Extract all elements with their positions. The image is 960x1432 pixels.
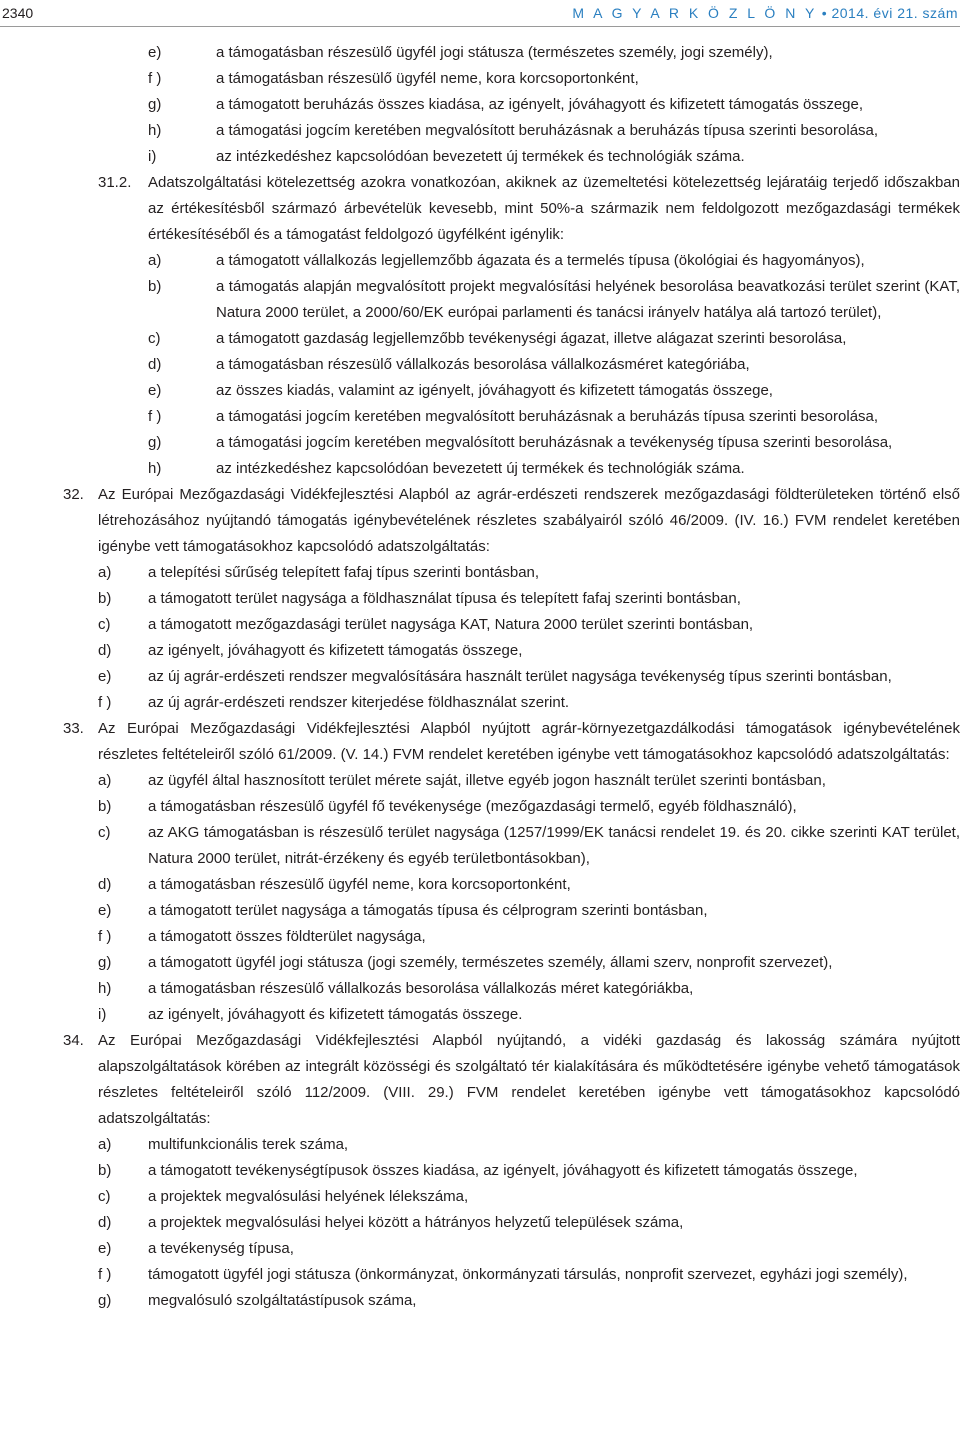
list-item-label: b) — [98, 1162, 112, 1179]
list-item-label: d) — [98, 642, 112, 659]
list-item-label: g) — [98, 954, 112, 971]
list-item-text: megvalósuló szolgáltatástípusok száma, — [148, 1292, 417, 1309]
list-item — [0, 1210, 960, 1236]
list-item-label: f ) — [98, 928, 112, 945]
list-item-label: e) — [148, 44, 162, 61]
list-item — [0, 794, 960, 820]
list-item-label: c) — [98, 824, 111, 841]
list-item — [0, 40, 960, 66]
list-item — [0, 976, 960, 1002]
list-item-text: támogatott ügyfél jogi státusza (önkormányzat, önkormányzati társulás, nonprofit szervezet, egyházi jogi személy), — [148, 1266, 908, 1283]
list-item — [0, 430, 960, 456]
list-item-label: h) — [98, 980, 112, 997]
list-item-text: az új agrár-erdészeti rendszer megvalósítására használt terület nagysága tevékenység típus szerinti bontásban, — [148, 668, 892, 685]
list-item-label: b) — [98, 590, 112, 607]
list-item-label: f ) — [148, 408, 162, 425]
paragraph-34-text: Az Európai Mezőgazdasági Vidékfejlesztési Alapból nyújtandó, a vidéki gazdaság és lakosság számára nyújtott alapszolgáltatások körében az integrált közösségi és szolgáltató tér kialakítására és működtetésére igénybe vehető támogatások részletes feltételeiről szóló 112/2009. (VIII. 29.) FVM rendelet keretében igénybe vett támogatásokhoz kapcsolódó adatszolgáltatás: — [98, 1032, 960, 1127]
list-item-text: a projektek megvalósulási helyének lélekszáma, — [148, 1188, 469, 1205]
list-item — [0, 456, 960, 482]
list-item — [0, 1158, 960, 1184]
paragraph-33 — [0, 716, 960, 768]
list-item-label: c) — [148, 330, 161, 347]
list-item-text: a támogatott tevékenységtípusok összes kiadása, az igényelt, jóváhagyott és kifizetett támogatás összege, — [148, 1162, 858, 1179]
paragraph-32 — [0, 482, 960, 560]
list-item-label: b) — [98, 798, 112, 815]
list-item-label: e) — [148, 382, 162, 399]
list-item-text: a támogatásban részesülő ügyfél jogi státusza (természetes személy, jogi személy), — [216, 44, 773, 61]
list-item-text: az intézkedéshez kapcsolódóan bevezetett új termékek és technológiák száma. — [216, 460, 745, 477]
publication-title — [572, 0, 958, 26]
issue-label: • 2014. évi 21. szám — [821, 5, 958, 21]
list-item-text: a támogatási jogcím keretében megvalósított beruházásnak a beruházás típusa szerinti besorolása, — [216, 122, 879, 139]
paragraph-number: 31.2. — [98, 174, 132, 191]
list-item — [0, 586, 960, 612]
document-body — [0, 40, 960, 1314]
list-item — [0, 768, 960, 794]
list-item-text: a támogatott ügyfél jogi státusza (jogi személy, természetes személy, állami szerv, nonprofit szervezet), — [148, 954, 833, 971]
list-item-text: a támogatott mezőgazdasági terület nagysága KAT, Natura 2000 terület szerinti bontásban, — [148, 616, 754, 633]
list-item-text: a projektek megvalósulási helyei között a hátrányos helyzetű települések száma, — [148, 1214, 684, 1231]
list-item-label: d) — [148, 356, 162, 373]
paragraph-34-label: 34. — [63, 1032, 84, 1049]
list-item-label: f ) — [98, 694, 112, 711]
list-item-label: f ) — [98, 1266, 112, 1283]
list-item-label: h) — [148, 460, 162, 477]
list-item-label: e) — [98, 1240, 112, 1257]
list-item — [0, 378, 960, 404]
list-item-text: az ügyfél által hasznosított terület mérete saját, illetve egyéb jogon használt terület szerinti bontásban, — [148, 772, 826, 789]
paragraph-33-text: Az Európai Mezőgazdasági Vidékfejlesztési Alapból nyújtott agrár-környezetgazdálkodási támogatások igénybevételének részletes feltételeiről szóló 61/2009. (V. 14.) FVM rendelet keretében igénybe vett támogatásokhoz kapcsolódó adatszolgáltatás: — [98, 720, 960, 763]
list-item — [0, 872, 960, 898]
list-item — [0, 248, 960, 274]
list-item-label: c) — [98, 1188, 111, 1205]
publication-name: M A G Y A R K Ö Z L Ö N Y — [572, 5, 818, 21]
list-item-label: i) — [98, 1006, 107, 1023]
list-item — [0, 326, 960, 352]
list-item-text: a támogatott beruházás összes kiadása, az igényelt, jóváhagyott és kifizetett támogatás összege, — [216, 96, 864, 113]
list-item-text: a támogatott terület nagysága a támogatás típusa és célprogram szerinti bontásban, — [148, 902, 708, 919]
list-item-label: i) — [148, 148, 157, 165]
list-item — [0, 118, 960, 144]
paragraph-31-2 — [0, 170, 960, 248]
list-item-text: az új agrár-erdészeti rendszer kiterjedése földhasználat szerint. — [148, 694, 570, 711]
list-item-text: a támogatás alapján megvalósított projekt megvalósítási helyének besorolása beavatkozási terület szerint (KAT, Natura 2000 terület, a 2000/60/EK európai parlamenti és tanácsi irányelv hatálya alá tartozó terület), — [216, 278, 960, 321]
list-item-label: f ) — [148, 70, 162, 87]
paragraph-32-label: 32. — [63, 486, 84, 503]
list-item-text: a telepítési sűrűség telepített fafaj típus szerinti bontásban, — [148, 564, 540, 581]
page-number: 2340 — [2, 5, 34, 21]
list-item-text: a támogatási jogcím keretében megvalósított beruházásnak a tevékenység típusa szerinti besorolása, — [216, 434, 893, 451]
list-item — [0, 924, 960, 950]
list-item-text: a támogatásban részesülő ügyfél neme, kora korcsoportonként, — [148, 876, 571, 893]
list-item-label: c) — [98, 616, 111, 633]
list-item-label: d) — [98, 1214, 112, 1231]
list-item-text: az összes kiadás, valamint az igényelt, jóváhagyott és kifizetett támogatás összege, — [216, 382, 773, 399]
list-item-text: a támogatott vállalkozás legjellemzőbb ágazata és a termelés típusa (ökológiai és hagyományos), — [216, 252, 865, 269]
list-item — [0, 1262, 960, 1288]
paragraph-33-label: 33. — [63, 720, 84, 737]
list-item-text: a támogatott gazdaság legjellemzőbb tevékenységi ágazat, illetve alágazat szerinti besorolása, — [216, 330, 847, 347]
paragraph-34 — [0, 1028, 960, 1132]
list-item — [0, 612, 960, 638]
header-rule — [0, 26, 960, 27]
list-item-text: a támogatásban részesülő vállalkozás besorolása vállalkozás méret kategóriákba, — [148, 980, 694, 997]
list-item — [0, 1236, 960, 1262]
list-item-text: a tevékenység típusa, — [148, 1240, 294, 1257]
list-item-text: az AKG támogatásban is részesülő terület nagysága (1257/1999/EK tanácsi rendelet 19. és 20. cikke szerinti KAT terület, Natura 2000 terület, nitrát-érzékeny és egyéb területbontásokban), — [148, 824, 960, 867]
list-item-label: g) — [148, 434, 162, 451]
list-item — [0, 1288, 960, 1314]
list-item — [0, 1132, 960, 1158]
list-item — [0, 898, 960, 924]
list-item — [0, 664, 960, 690]
list-item-text: az intézkedéshez kapcsolódóan bevezetett új termékek és technológiák száma. — [216, 148, 745, 165]
list-item — [0, 66, 960, 92]
list-item-text: multifunkcionális terek száma, — [148, 1136, 349, 1153]
list-item — [0, 950, 960, 976]
list-item-label: a) — [98, 772, 112, 789]
list-item — [0, 92, 960, 118]
list-item — [0, 820, 960, 872]
list-item-text: a támogatásban részesülő ügyfél fő tevékenysége (mezőgazdasági termelő, egyéb földhasználó), — [148, 798, 797, 815]
list-item-label: a) — [148, 252, 162, 269]
list-item — [0, 1184, 960, 1210]
list-item — [0, 1002, 960, 1028]
list-item — [0, 352, 960, 378]
list-item-text: a támogatott összes földterület nagysága, — [148, 928, 426, 945]
list-item-label: e) — [98, 902, 112, 919]
paragraph-32-text: Az Európai Mezőgazdasági Vidékfejlesztési Alapból az agrár-erdészeti rendszerek mezőgazdasági földterületeken történő első létrehozásához nyújtandó támogatás igénybevételének részletes szabályairól szóló 46/2009. (IV. 16.) FVM rendelet keretében igénybe vett támogatásokhoz kapcsolódó adatszolgáltatás: — [98, 486, 960, 555]
list-item — [0, 638, 960, 664]
list-item-text: a támogatott terület nagysága a földhasználat típusa és telepített fafaj szerinti bontásban, — [148, 590, 741, 607]
list-item-text: a támogatásban részesülő vállalkozás besorolása vállalkozásméret kategóriába, — [216, 356, 750, 373]
list-item-label: g) — [98, 1292, 112, 1309]
list-item-text: a támogatási jogcím keretében megvalósított beruházásnak a beruházás típusa szerinti besorolása, — [216, 408, 879, 425]
list-item-label: a) — [98, 1136, 112, 1153]
list-item — [0, 144, 960, 170]
page-header — [0, 0, 960, 26]
list-item-text: az igényelt, jóváhagyott és kifizetett támogatás összege, — [148, 642, 523, 659]
paragraph-text: Adatszolgáltatási kötelezettség azokra vonatkozóan, akiknek az üzemeltetési kötelezettség lejáratáig terjedő időszakban az értékesítésből származó árbevételük kevesebb, mint 50%-a származik nem feldolgozott mezőgazdasági termékek értékesítéséből és a támogatást feldolgozó ügyfélként igénylik: — [148, 174, 960, 243]
list-item — [0, 274, 960, 326]
list-item-label: d) — [98, 876, 112, 893]
list-item-label: g) — [148, 96, 162, 113]
list-item-label: b) — [148, 278, 162, 295]
list-item — [0, 404, 960, 430]
list-item-label: a) — [98, 564, 112, 581]
list-item-label: h) — [148, 122, 162, 139]
list-item — [0, 690, 960, 716]
list-item-label: e) — [98, 668, 112, 685]
list-item-text: a támogatásban részesülő ügyfél neme, kora korcsoportonként, — [216, 70, 639, 87]
list-item-text: az igényelt, jóváhagyott és kifizetett támogatás összege. — [148, 1006, 523, 1023]
list-item — [0, 560, 960, 586]
